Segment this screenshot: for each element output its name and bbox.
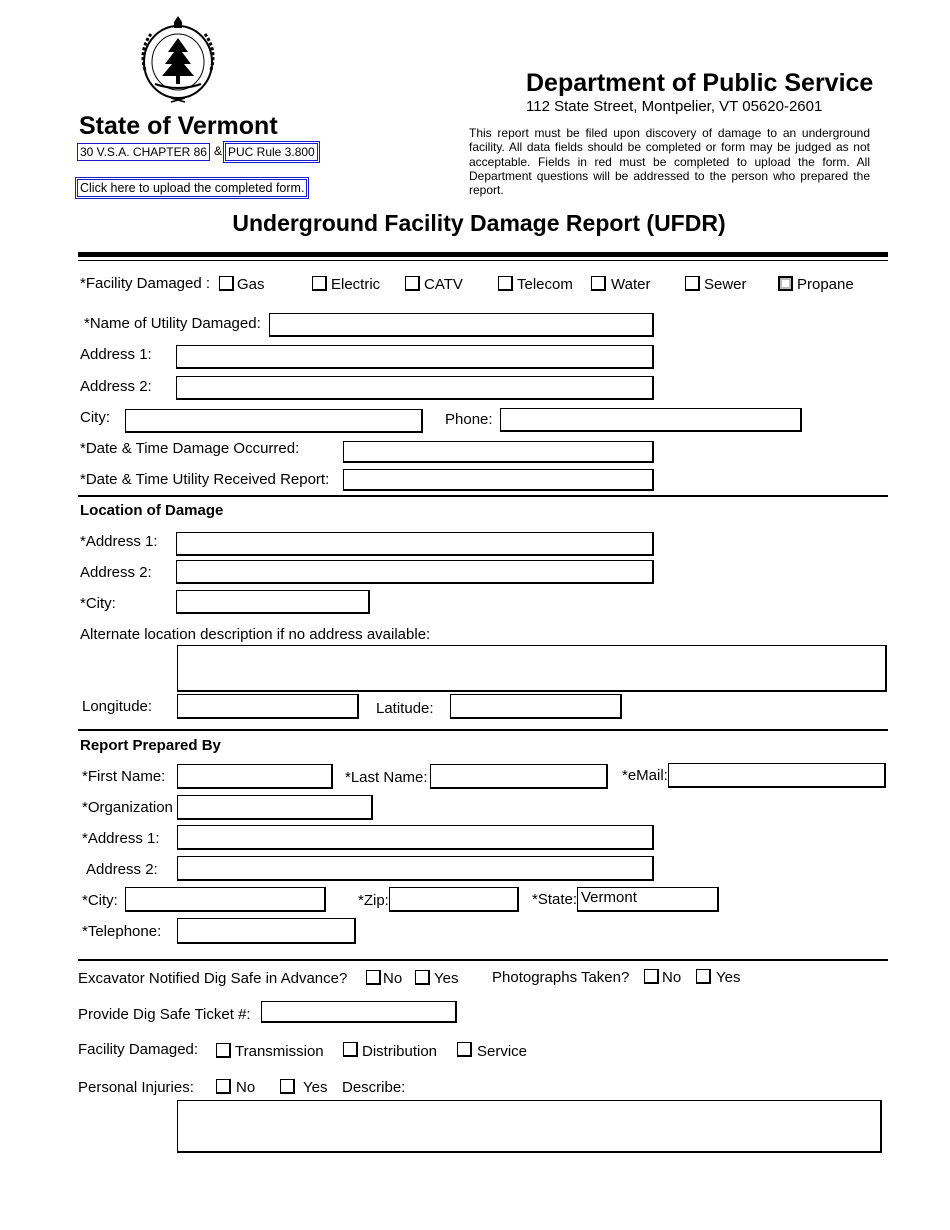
- header-divider: [78, 252, 888, 257]
- distribution-checkbox[interactable]: [343, 1042, 358, 1057]
- latitude-label: Latitude:: [376, 700, 434, 717]
- first-name-label: *First Name:: [82, 768, 166, 785]
- photos-label: Photographs Taken?: [492, 969, 630, 986]
- state-title: State of Vermont: [79, 112, 278, 140]
- location-address2-input[interactable]: [176, 560, 654, 584]
- describe-label: Describe:: [342, 1079, 406, 1096]
- damage-date-input[interactable]: [343, 441, 654, 463]
- last-name-label: *Last Name:: [345, 769, 428, 786]
- dig-safe-yes-label: Yes: [434, 970, 459, 987]
- dig-safe-label: Excavator Notified Dig Safe in Advance?: [78, 970, 348, 987]
- upload-form-link[interactable]: Click here to upload the completed form.: [77, 179, 307, 197]
- location-address2-label: Address 2:: [80, 564, 152, 581]
- preparer-city-label: *City:: [82, 892, 118, 909]
- service-checkbox[interactable]: [457, 1042, 472, 1057]
- preparer-address1-input[interactable]: [177, 825, 654, 850]
- photos-yes-label: Yes: [716, 969, 741, 986]
- longitude-label: Longitude:: [82, 698, 153, 715]
- ticket-input[interactable]: [261, 1001, 457, 1023]
- photos-no-label: No: [662, 969, 682, 986]
- damage-date-label: *Date & Time Damage Occurred:: [80, 440, 300, 457]
- transmission-checkbox[interactable]: [216, 1043, 231, 1058]
- injuries-description-textarea[interactable]: [177, 1100, 882, 1153]
- catv-label: CATV: [424, 276, 463, 293]
- zip-input[interactable]: [389, 887, 519, 912]
- state-input[interactable]: Vermont: [577, 887, 719, 912]
- utility-name-label: *Name of Utility Damaged:: [84, 315, 261, 332]
- utility-address2-input[interactable]: [176, 376, 654, 400]
- statute-link[interactable]: 30 V.S.A. CHAPTER 86: [77, 143, 210, 161]
- sewer-checkbox[interactable]: [685, 276, 700, 291]
- gas-label: Gas: [237, 276, 265, 293]
- photos-no-checkbox[interactable]: [644, 969, 659, 984]
- transmission-label: Transmission: [235, 1043, 324, 1060]
- organization-input[interactable]: [177, 795, 373, 820]
- department-title: Department of Public Service: [526, 69, 874, 97]
- location-divider: [78, 495, 888, 497]
- location-address1-label: *Address 1:: [80, 533, 158, 550]
- facility-damaged-label: *Facility Damaged :: [80, 275, 211, 292]
- utility-phone-label: Phone:: [445, 411, 493, 428]
- telecom-checkbox[interactable]: [498, 276, 513, 291]
- electric-label: Electric: [331, 276, 381, 293]
- electric-checkbox[interactable]: [312, 276, 327, 291]
- preparer-address2-input[interactable]: [177, 856, 654, 881]
- department-address: 112 State Street, Montpelier, VT 05620-2601: [526, 98, 823, 115]
- distribution-label: Distribution: [362, 1043, 438, 1060]
- organization-label: *Organization: [82, 799, 173, 816]
- preparer-divider: [78, 729, 888, 731]
- instructions-text: This report must be filed upon discovery of damage to an underground facility. All data fields should be completed or form may be judged as not acceptable. Fields in red must be completed to upload the form. All Department questions will be addressed to the person who prepared the report.: [469, 126, 870, 198]
- catv-checkbox[interactable]: [405, 276, 420, 291]
- longitude-input[interactable]: [177, 694, 359, 719]
- dig-safe-no-checkbox[interactable]: [366, 970, 381, 985]
- email-input[interactable]: [668, 763, 886, 788]
- state-label: *State:: [532, 891, 578, 908]
- utility-address1-label: Address 1:: [80, 346, 152, 363]
- first-name-input[interactable]: [177, 764, 333, 789]
- gas-checkbox[interactable]: [219, 276, 234, 291]
- ticket-label: Provide Dig Safe Ticket #:: [78, 1006, 251, 1023]
- utility-phone-input[interactable]: [500, 408, 802, 432]
- utility-city-label: City:: [80, 409, 110, 426]
- latitude-input[interactable]: [450, 694, 622, 719]
- propane-label: Propane: [797, 276, 854, 293]
- form-title: Underground Facility Damage Report (UFDR): [232, 210, 726, 236]
- preparer-address2-label: Address 2:: [86, 861, 158, 878]
- photos-yes-checkbox[interactable]: [696, 969, 711, 984]
- vermont-seal-icon: [133, 10, 223, 106]
- location-address1-input[interactable]: [176, 532, 654, 556]
- received-date-input[interactable]: [343, 469, 654, 491]
- injuries-no-checkbox[interactable]: [216, 1079, 231, 1094]
- location-city-input[interactable]: [176, 590, 370, 614]
- last-name-input[interactable]: [430, 764, 608, 789]
- utility-address2-label: Address 2:: [80, 378, 152, 395]
- propane-checkbox[interactable]: [778, 276, 793, 291]
- ampersand: &: [214, 144, 223, 158]
- injuries-yes-checkbox[interactable]: [280, 1079, 295, 1094]
- alt-location-textarea[interactable]: [177, 645, 887, 692]
- utility-name-input[interactable]: [269, 313, 654, 337]
- water-checkbox[interactable]: [591, 276, 606, 291]
- preparer-heading: Report Prepared By: [80, 737, 221, 754]
- preparer-address1-label: *Address 1:: [82, 830, 160, 847]
- dig-safe-yes-checkbox[interactable]: [415, 970, 430, 985]
- alt-location-label: Alternate location description if no address available:: [80, 626, 431, 643]
- injuries-label: Personal Injuries:: [78, 1079, 194, 1096]
- location-city-label: *City:: [80, 595, 116, 612]
- utility-city-input[interactable]: [125, 409, 423, 433]
- telephone-input[interactable]: [177, 918, 356, 944]
- telecom-label: Telecom: [517, 276, 573, 293]
- email-label: *eMail:: [622, 767, 668, 784]
- header-divider-thin: [78, 260, 888, 261]
- water-label: Water: [611, 276, 651, 293]
- utility-address1-input[interactable]: [176, 345, 654, 369]
- dig-safe-no-label: No: [383, 970, 403, 987]
- received-date-label: *Date & Time Utility Received Report:: [80, 471, 330, 488]
- preparer-city-input[interactable]: [125, 887, 326, 912]
- telephone-label: *Telephone:: [82, 923, 162, 940]
- sewer-label: Sewer: [704, 276, 747, 293]
- facility-type-label: Facility Damaged:: [78, 1041, 199, 1058]
- injuries-yes-label: Yes: [303, 1079, 328, 1096]
- questions-divider: [78, 959, 888, 961]
- injuries-no-label: No: [236, 1079, 256, 1096]
- service-label: Service: [477, 1043, 528, 1060]
- puc-rule-link[interactable]: PUC Rule 3.800: [225, 143, 318, 161]
- zip-label: *Zip:: [358, 892, 389, 909]
- location-heading: Location of Damage: [80, 502, 224, 519]
